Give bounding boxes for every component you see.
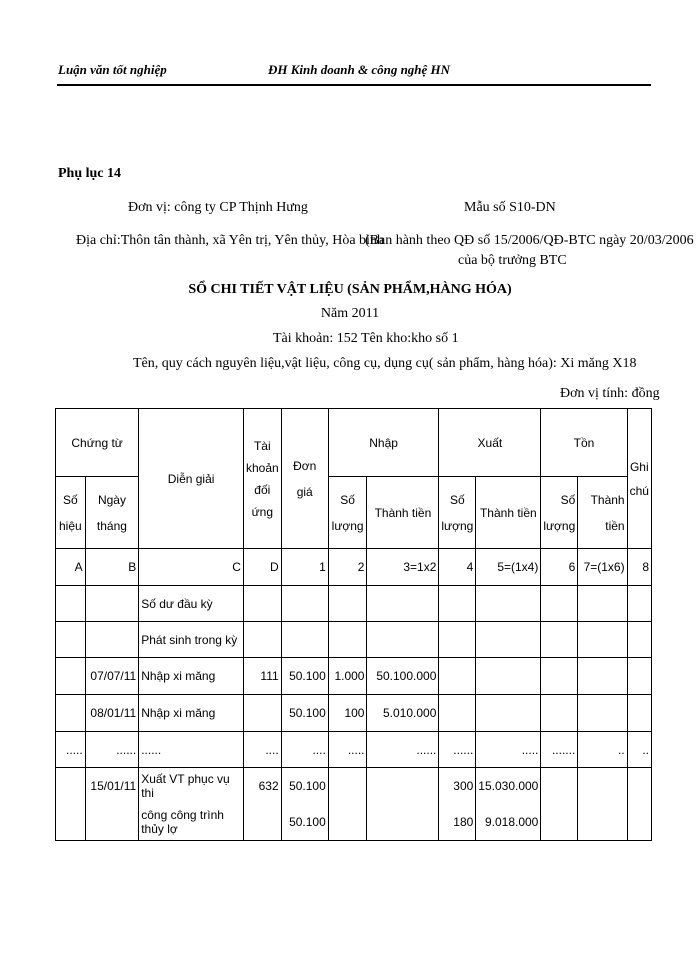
row-in-qty: 1.000 [328, 658, 367, 695]
header-xuat-thanh-tien: Thành tiền [476, 477, 541, 549]
row-date: 08/01/11 [85, 695, 139, 732]
index-cell: 3=1x2 [367, 549, 439, 586]
row-description: Nhập xi măng [139, 695, 244, 732]
index-cell: 7=(1x6) [578, 549, 627, 586]
index-cell: 1 [281, 549, 328, 586]
row-in-amount: 50.100.000 [367, 658, 439, 695]
index-cell: D [243, 549, 281, 586]
year: Năm 2011 [320, 306, 380, 321]
org-address: Địa chỉ:Thôn tân thành, xã Yên trị, Yên thủy, Hòa bình [76, 233, 384, 248]
index-cell: A [56, 549, 86, 586]
row-in-amount: 5.010.000 [367, 695, 439, 732]
header-ton-so-luong: Số lượng [541, 477, 578, 549]
table-row [56, 804, 652, 841]
ellipsis-cell: ..... [328, 732, 367, 768]
table-row-ellipsis [56, 732, 652, 768]
row-date: 07/07/11 [85, 658, 139, 695]
row-price: 50.100 [281, 695, 328, 732]
table-row [56, 658, 652, 695]
table-row [56, 768, 652, 804]
header-so-hieu: Số hiệu [56, 477, 86, 549]
index-cell: B [85, 549, 139, 586]
index-cell: 6 [541, 549, 578, 586]
row-date: 15/01/11 [85, 768, 139, 804]
header-divider [57, 84, 651, 86]
ellipsis-cell: ..... [56, 732, 86, 768]
account-line: Tài khoản: 152 Tên kho:kho số 1 [273, 331, 459, 346]
decree-line2: của bộ trưởng BTC [458, 253, 567, 268]
ellipsis-cell: .. [627, 732, 651, 768]
ellipsis-cell: ...... [439, 732, 476, 768]
row-out-amount: 9.018.000 [476, 804, 541, 841]
header-dien-giai: Diễn giải [139, 409, 244, 549]
header-right: ĐH Kinh doanh & công nghệ HN [268, 62, 451, 77]
table-row [56, 586, 652, 622]
header-don-gia: Đơn giá [281, 409, 328, 549]
form-code: Mẫu số S10-DN [464, 200, 556, 215]
row-price: 50.100 [281, 658, 328, 695]
row-out-qty: 300 [439, 768, 476, 804]
row-description: Số dư đầu kỳ [139, 586, 244, 622]
item-line: Tên, quy cách nguyên liệu,vật liệu, công cụ, dụng cụ( sản phẩm, hàng hóa): Xi măng X18 [133, 356, 637, 371]
header-nhap: Nhập [328, 409, 439, 477]
header-left: Luận văn tốt nghiệp [58, 62, 167, 77]
table-row [56, 695, 652, 732]
row-out-amount: 15.030.000 [476, 768, 541, 804]
header-chung-tu: Chứng từ [56, 409, 139, 477]
header-ton: Tồn [541, 409, 627, 477]
header-ghi-chu: Ghi chú [627, 409, 651, 549]
header-nhap-so-luong: Số lượng [328, 477, 367, 549]
ellipsis-cell: .... [281, 732, 328, 768]
row-description: Phát sinh trong kỳ [139, 622, 244, 658]
ellipsis-cell: ....... [541, 732, 578, 768]
index-cell: 8 [627, 549, 651, 586]
table-row [56, 622, 652, 658]
ellipsis-cell: .. [578, 732, 627, 768]
ellipsis-cell: .... [243, 732, 281, 768]
row-price: 50.100 [281, 768, 328, 804]
row-account: 111 [243, 658, 281, 695]
row-out-qty: 180 [439, 804, 476, 841]
index-cell: 2 [328, 549, 367, 586]
ledger-table [55, 408, 652, 841]
header-xuat: Xuất [439, 409, 541, 477]
ellipsis-cell: ...... [85, 732, 139, 768]
header-ton-thanh-tien: Thành tiền [578, 477, 627, 549]
ellipsis-cell: ...... [139, 732, 244, 768]
row-description: công công trình thủy lợ [139, 804, 244, 841]
document-title: SỔ CHI TIẾT VẬT LIỆU (SẢN PHẨM,HÀNG HÓA) [188, 282, 512, 297]
index-cell: 5=(1x4) [476, 549, 541, 586]
decree-line1: (Ban hành theo QĐ số 15/2006/QĐ-BTC ngày 20/03/2006 [365, 233, 694, 248]
org-unit: Đơn vị: công ty CP Thịnh Hưng [128, 200, 308, 215]
index-cell: 4 [439, 549, 476, 586]
header-xuat-so-luong: Số lượng [439, 477, 476, 549]
row-account: 632 [243, 768, 281, 804]
row-in-qty: 100 [328, 695, 367, 732]
ellipsis-cell: ...... [367, 732, 439, 768]
index-cell: C [139, 549, 244, 586]
unit-note: Đơn vị tính: đồng [560, 386, 660, 401]
header-ngay-thang: Ngày tháng [85, 477, 139, 549]
header-tk-doi-ung: Tài khoản đối ứng [243, 409, 281, 549]
index-row [56, 549, 652, 586]
appendix-label: Phụ lục 14 [58, 166, 122, 181]
ellipsis-cell: ..... [476, 732, 541, 768]
row-description: Nhập xi măng [139, 658, 244, 695]
header-nhap-thanh-tien: Thành tiền [367, 477, 439, 549]
row-price: 50.100 [281, 804, 328, 841]
row-description: Xuất VT phục vụ thi [139, 768, 244, 804]
